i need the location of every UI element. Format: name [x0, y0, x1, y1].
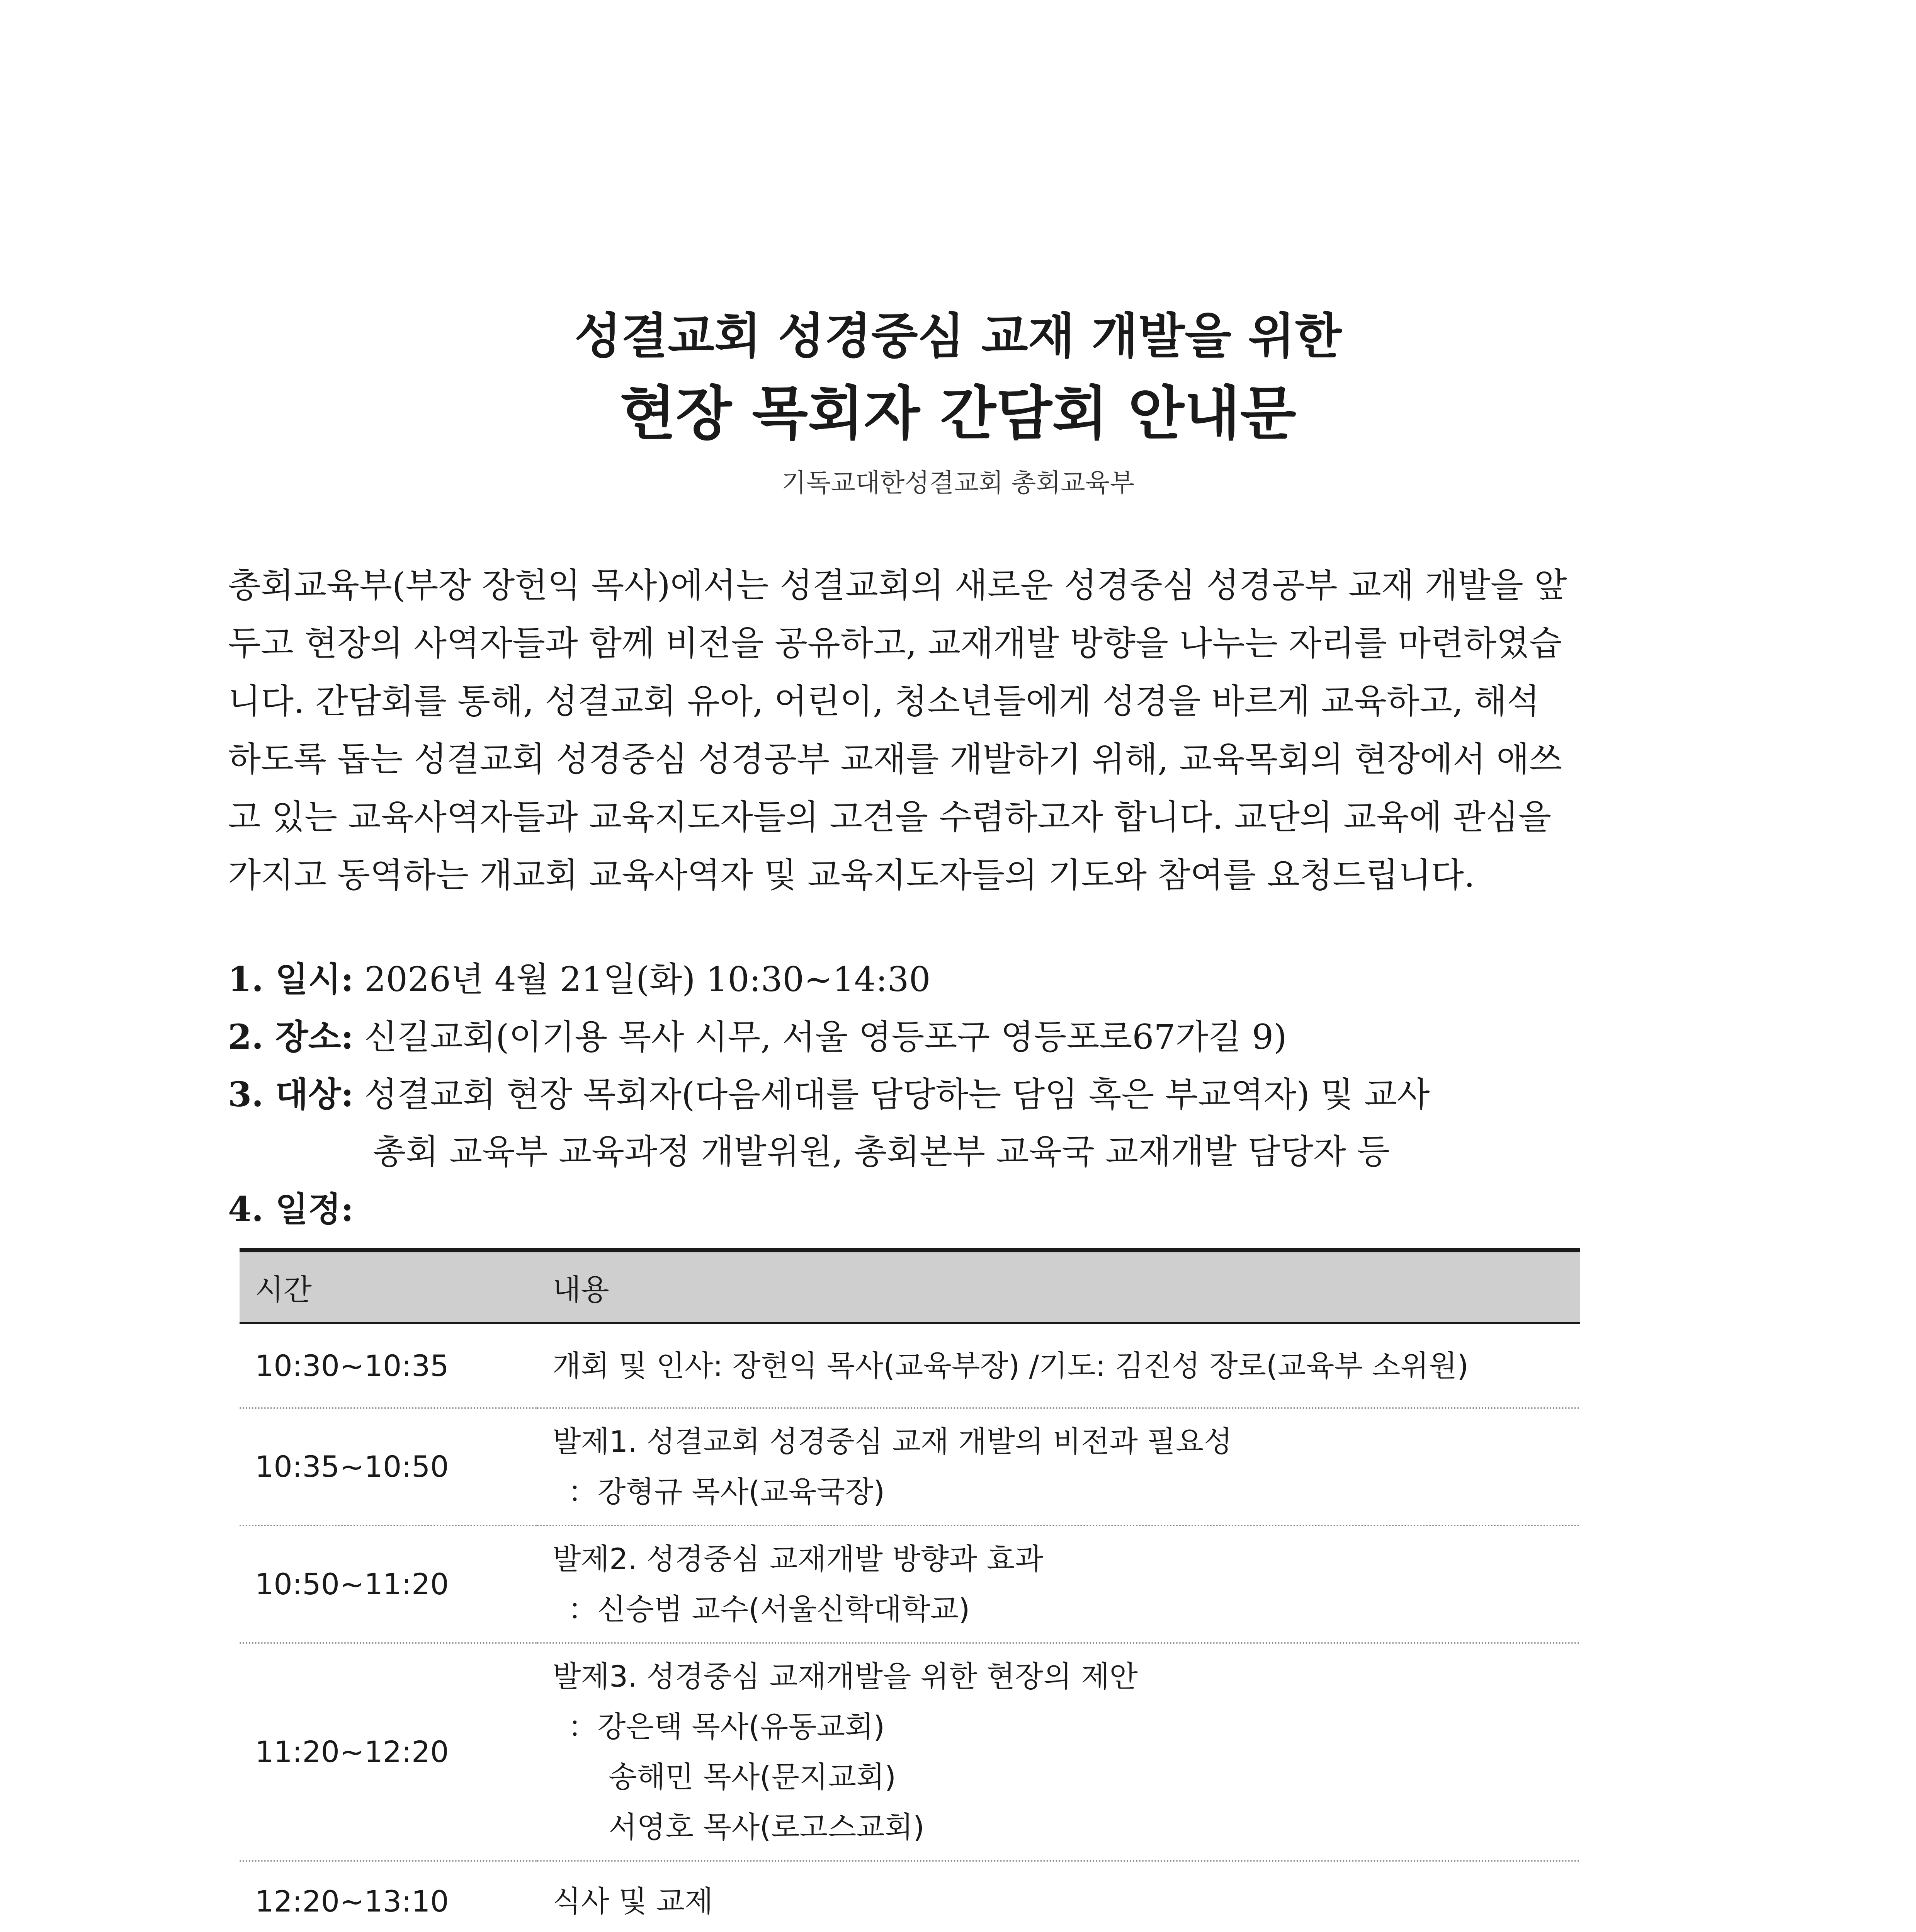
content-cell: [537, 1323, 1580, 1408]
content-cell: [537, 1526, 1580, 1643]
schedule-table: [240, 1248, 1580, 1932]
presenter-line: 송해민 목사(문지교회): [609, 1760, 896, 1794]
target-label: 3. 대상:: [228, 1074, 354, 1114]
title-line-1: 성결교회 성경중심 교재 개발을 위한: [574, 308, 1342, 364]
intro-line: 두고 현장의 사역자들과 함께 비전을 공유하고, 교재개발 방향을 나누는 자리를 마련하였습: [228, 623, 1562, 663]
presenter-line: ：강형규 목사(교육국장): [568, 1475, 885, 1509]
target-row: [228, 1066, 1735, 1123]
title-line-2: 현장 목회자 간담회 안내문: [620, 379, 1296, 447]
place-value: 신길교회(이기용 목사 시무, 서울 영등포구 영등포로67가길 9): [364, 1017, 1287, 1057]
table-row: [240, 1526, 1580, 1643]
schedule-label: 4. 일정:: [228, 1189, 354, 1229]
content-column-header: 내용: [537, 1250, 1580, 1323]
target-row-continued: [228, 1123, 1735, 1180]
target-value: 성결교회 현장 목회자(다음세대를 담당하는 담임 혹은 부교역자) 및 교사: [364, 1075, 1430, 1114]
content-cell: [537, 1643, 1580, 1861]
place-label: 2. 장소:: [228, 1017, 354, 1057]
content-cell: [537, 1408, 1580, 1526]
intro-line: 가지고 동역하는 개교회 교육사역자 및 교육지도자들의 기도와 참여를 요청드립니다.: [228, 855, 1475, 895]
content-line: 발제2. 성경중심 교재개발 방향과 효과: [553, 1542, 1044, 1576]
time-cell: 10:35~10:50: [240, 1408, 537, 1526]
event-info: [228, 951, 1735, 1238]
intro-paragraph: [228, 556, 1688, 904]
schedule-label-row: [228, 1180, 1735, 1238]
time-cell: 10:50~11:20: [240, 1526, 537, 1643]
content-cell: [537, 1861, 1580, 1932]
content-line: 개회 및 인사: 장헌익 목사(교육부장) /기도: 김진성 장로(교육부 소위원): [553, 1348, 1469, 1383]
table-row: [240, 1861, 1580, 1932]
intro-line: 하도록 돕는 성결교회 성경중심 성경공부 교재를 개발하기 위해, 교육목회의 현장에서 애쓰: [228, 739, 1562, 779]
date-row: [228, 951, 1735, 1008]
target-value-continued: 총회 교육부 교육과정 개발위원, 총회본부 교육국 교재개발 담당자 등: [373, 1132, 1390, 1172]
presenter-line: ：강은택 목사(유동교회): [568, 1709, 885, 1744]
organization-name: 기독교대한성결교회 총회교육부: [781, 468, 1135, 498]
time-cell: 10:30~10:35: [240, 1323, 537, 1408]
intro-line: 고 있는 교육사역자들과 교육지도자들의 고견을 수렴하고자 합니다. 교단의 교육에 관심을: [228, 797, 1552, 837]
presenter-line: ：신승범 교수(서울신학대학교): [568, 1592, 970, 1626]
schedule-header-row: [240, 1250, 1580, 1323]
presenter-line: 서영호 목사(로고스교회): [609, 1810, 925, 1844]
content-line: 발제1. 성결교회 성경중심 교재 개발의 비전과 필요성: [553, 1424, 1233, 1459]
intro-line: 총회교육부(부장 장헌익 목사)에서는 성결교회의 새로운 성경중심 성경공부 교재 개발을 앞: [228, 565, 1567, 605]
table-row: [240, 1643, 1580, 1861]
place-row: [228, 1008, 1735, 1066]
table-row: [240, 1323, 1580, 1408]
time-cell: 12:20~13:10: [240, 1861, 537, 1932]
time-cell: 11:20~12:20: [240, 1643, 537, 1861]
time-column-header: 시간: [240, 1250, 537, 1323]
intro-line: 니다. 간담회를 통해, 성결교회 유아, 어린이, 청소년들에게 성경을 바르게 교육하고, 해석: [228, 681, 1540, 721]
content-line: 식사 및 교제: [553, 1884, 713, 1918]
content-line: 발제3. 성경중심 교재개발을 위한 현장의 제안: [553, 1659, 1138, 1694]
date-value: 2026년 4월 21일(화) 10:30~14:30: [364, 959, 931, 999]
table-row: [240, 1408, 1580, 1526]
date-label: 1. 일시:: [228, 959, 354, 999]
